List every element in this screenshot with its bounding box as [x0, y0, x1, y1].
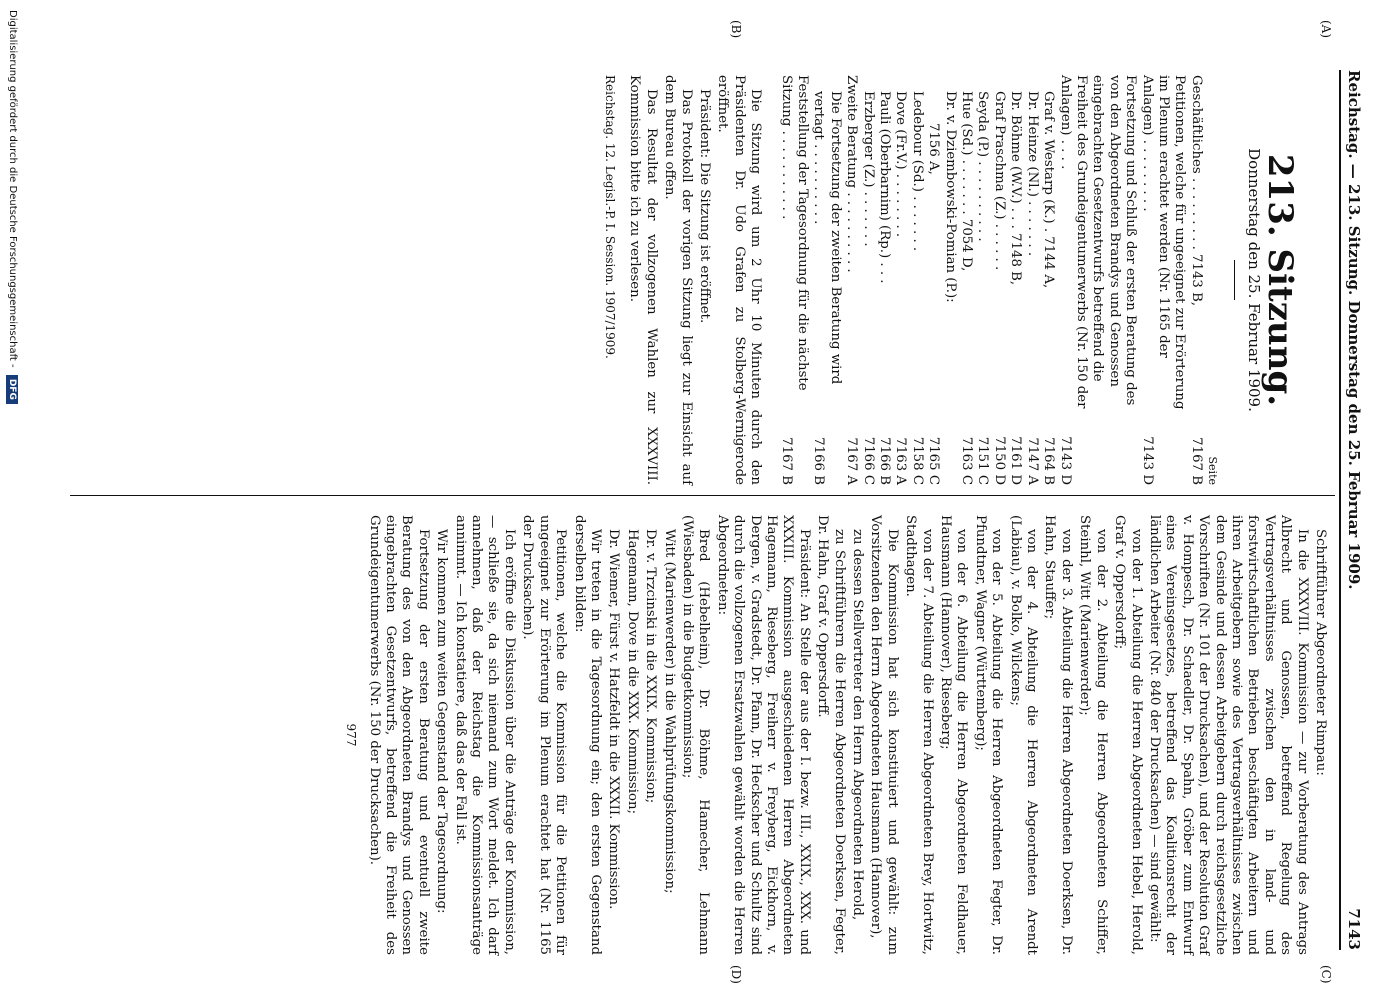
right-column: [343, 515, 1328, 955]
toc-page: 7143 D: [1057, 436, 1073, 485]
toc-entry: Dr. Böhme (W.V.) . . . 7148 B,: [1008, 91, 1024, 286]
paragraph: Dr. v. Trzcinski in die XXIX. Kommission;: [643, 529, 659, 804]
toc-page: 7165 C: [926, 436, 942, 485]
seite-label: Seite: [1206, 456, 1220, 485]
paragraph: Präsident: Die Sitzung ist eröffnet.: [697, 89, 712, 324]
paragraph: Petitionen, welche die Kommission für die Petitionen für ungeeignet zur Erörterung im Plenum erachtet hat (Nr. 1165 der Drucksachen).: [520, 515, 569, 955]
proceedings-text: [365, 515, 1328, 955]
toc-row: [843, 75, 859, 485]
paragraph: Dr. Wiemer, Fürst v. Hatzfeldt in die XXXII. Kommission.: [606, 529, 622, 910]
toc-entry: Dr. Heinze (Nl.) . . . . . . .: [1024, 91, 1040, 257]
opening-text: [626, 75, 763, 485]
toc-row: [876, 75, 892, 485]
paragraph: In die XXXVIII. Kommission — zur Vorberatung des Antrags Albrecht und Genossen, betreffend Regelung des Vertragsverhältnisses zwischen den in land- und forstwirtschaftlichen Betrieben beschäftigten Arbeitern und ihren Arbeitgebern sowie des Vertragsverhältnisses zwischen dem Gesinde und dessen Arbeitgebern durch reichsgesetzliche Vorschriften (Nr. 101 der Drucksachen), und der Resolution Graf v. Hompesch, Dr. Schaedler, Dr. Spahn, Gröber zum Entwurf eines Vereinsgesetzes, betreffend das Koalitionsrecht der ländlichen Arbeiter (Nr. 840 der Drucksachen) — sind gewählt:: [1146, 515, 1310, 955]
toc-row: [941, 75, 957, 485]
left-column: [602, 75, 1328, 485]
table-of-contents: [777, 75, 1204, 485]
paragraph: Präsident: An Stelle der aus der I. bezw. III., XXIX., XXX. und XXXIII. Kommission ausgeschiedenen Herren Abgeordneten Hagemann, Rieseberg, Freiherr v. Freyberg, Eickhorn, v. Dergen, v. Gradstedt, Dr. Pfann, Dr. Heckscher und Schultz sind durch die vollzogenen Ersatzwahlen gewählt worden die Herren Abgeordneten:: [714, 515, 812, 955]
paragraph: von der 5. Abteilung die Herren Abgeordneten Fegter, Dr. Pfundtner, Wagner (Württemberg);: [972, 515, 1005, 955]
paragraph: Bred (Hebelheim), Dr. Böhme, Hamecher, Lehmann (Wiesbaden) in die Budgetkommission;: [679, 515, 712, 955]
toc-row: [1007, 75, 1023, 485]
toc-row: [908, 75, 924, 485]
toc-entry: Dove (Fr.V.) . . . . . . . .: [893, 91, 909, 238]
toc-row: [925, 75, 941, 485]
toc-page: 7166 B: [811, 437, 827, 485]
toc-page: 7151 C: [975, 436, 991, 485]
paragraph: von der 6. Abteilung die Herren Abgeordneten Feldhauer, Hausmann (Hannover), Rieseberg;: [938, 515, 970, 955]
session-title: 213. Sitzung.: [1260, 153, 1300, 407]
toc-row: [859, 75, 875, 485]
toc-entry: Graf Praschma (Z.) . . . . . .: [991, 91, 1007, 271]
toc-page: 7166 C: [860, 436, 876, 485]
page-footer: Reichstag. 12. Legisl.-P. I. Session. 1907/1909.: [602, 75, 617, 359]
toc-entry: Erzberger (Z.) . . . . . . .: [860, 91, 876, 247]
header-left: Reichstag. — 213. Sitzung. Donnerstag den 25. Februar 1909.: [1345, 70, 1363, 590]
session-date: Donnerstag den 25. Februar 1909.: [1244, 148, 1263, 412]
toc-entry: Petitionen, welche für ungeeignet zur Erörterung im Plenum erachtet werden (Nr. 1165 der Anlagen) . . . . . . . . .: [1139, 75, 1188, 410]
paragraph: von der 1. Abteilung die Herren Abgeordneten Hebel, Herold, Graf v. Oppersdorff;: [1112, 515, 1144, 955]
paragraph: von der 2. Abteilung die Herren Abgeordneten Schiffer, Steinhl, Witt (Marienwerder);: [1077, 515, 1109, 955]
toc-entry: Pauli (Oberbarnim) (Rp.) . . .: [877, 91, 893, 284]
toc-entry: Geschäftliches . . . . . . . . . 7143 B,: [1188, 75, 1204, 307]
toc-entry: Feststellung der Tagesordnung für die nächste Sitzung . . . . . . . . . . .: [778, 75, 811, 391]
toc-entry: Hue (Sd.) . . . . . . . 7054 D,: [959, 91, 975, 272]
toc-page: 7150 D: [991, 436, 1007, 485]
paragraph: Schriftführer Abgeordneter Rimpau:: [1313, 529, 1328, 776]
marker-c: (C): [1319, 965, 1333, 984]
toc-page: 7164 B: [1041, 437, 1057, 485]
column-divider: [70, 495, 1335, 496]
toc-entry: Fortsetzung und Schluß der ersten Beratung des von den Abgeordneten Brandys und Genossen eingebrachten Gesetzentwurfs betreffend die Freiheit des Grundeigentumerwerbs (Nr. 150 der Anlagen) . . . .: [1057, 75, 1139, 409]
paragraph: Das Protokoll der vorigen Sitzung liegt zur Einsicht auf dem Bureau offen.: [662, 75, 694, 485]
toc-entry: Dr. v. Dziembowski-Pomian (P.):: [942, 91, 958, 303]
paragraph: Ich eröffne die Diskussion über die Anträge der Kommission, — schließe sie, da sich niemand zum Wort meldet. Ich darf annehmen, daß der Reichstag die Kommissionsanträge annimmt. — Ich konstatiere, daß das der Fall ist.: [452, 515, 517, 955]
toc-entry: Seyda (P.) . . . . . . . . . .: [975, 91, 991, 242]
credit-text: Digitalisierung gefördert durch die Deutsche Forschungsgemeinschaft -: [7, 10, 18, 368]
marker-a: (A): [1319, 20, 1333, 39]
toc-row: [892, 75, 908, 485]
toc-page: 7161 D: [1008, 436, 1024, 485]
paragraph: Die Kommission hat sich konstituiert und gewählt: zum Vorsitzenden den Herrn Abgeordneten Hausmann (Hannover),: [868, 515, 900, 955]
toc-entry: Die Fortsetzung der zweiten Beratung wird vertagt . . . . . . . . . .: [811, 91, 843, 385]
toc-page: 7167 B: [1188, 437, 1204, 485]
toc-page: 7166 B: [877, 437, 893, 485]
title-dash: [1234, 260, 1235, 300]
toc-row: [1138, 75, 1187, 485]
paragraph: Fortsetzung der ersten Beratung und eventuell zweite Beratung des von den Abgeordneten Brandys und Genossen eingebrachten Gesetzentwurfs, betreffend die Freiheit des Grundeigentumerwerbs (Nr. 150 der Drucksachen).: [366, 515, 431, 955]
toc-page: 7143 D: [1139, 436, 1155, 485]
paragraph: von der 7. Abteilung die Herren Abgeordneten Brey, Hortwitz, Stadthagen.: [903, 515, 935, 955]
toc-entry: Zweite Beratung . . . . . . . . . .: [844, 75, 860, 273]
paragraph: Wir treten in die Tagesordnung ein; den ersten Gegenstand derselben bilden:: [571, 515, 603, 955]
paragraph: von der 3. Abteilung die Herren Abgeordneten Doerksen, Dr. Hahn, Stauffer;: [1042, 515, 1074, 955]
paragraph: Hagemann, Dove in die XXX. Kommission;: [624, 529, 640, 815]
paragraph: Witt (Marienwerder) in die Wahlprüfungskommission;: [661, 529, 677, 894]
toc-page: 7163 C: [959, 436, 975, 485]
paragraph: zu Schriftführern die Herren Abgeordneten Doerksen, Fegter, Dr. Hahn, Graf v. Oppersdorff.: [815, 515, 847, 955]
toc-entry: Ledebour (Sd.) . . . . . . .: [909, 91, 925, 252]
paragraph: Das Resultat der vollzogenen Wahlen zur XXXVIII. Kommission bitte ich zu verlesen.: [627, 75, 659, 485]
toc-row: [1056, 75, 1138, 485]
toc-row: [974, 75, 990, 485]
digitization-credit: [6, 10, 18, 404]
toc-row: [1040, 75, 1056, 485]
toc-page: [941, 419, 957, 485]
toc-row: [777, 75, 810, 485]
toc-row: [810, 75, 843, 485]
marker-d: (D): [729, 965, 743, 984]
paragraph: zu dessen Stellvertreter den Herrn Abgeordneten Herold,: [850, 529, 866, 921]
toc-page: 7167 A: [844, 437, 860, 485]
toc-page: 7163 A: [893, 437, 909, 485]
toc-entry: 7156 A,: [926, 123, 942, 175]
marker-b: (B): [729, 20, 743, 39]
toc-page: 7158 C: [909, 436, 925, 485]
paragraph: von der 4. Abteilung die Herren Abgeordneten Arendt (Labiau), v. Bolko, Wilckens;: [1007, 515, 1040, 955]
toc-row: [991, 75, 1007, 485]
sheet-number: 977: [344, 723, 359, 747]
header-rule: [1339, 70, 1341, 950]
toc-page: 7167 B: [778, 437, 794, 485]
toc-page: 7147 A: [1024, 437, 1040, 485]
header-page-number: 7143: [1345, 908, 1363, 950]
paragraph: Wir kommen zum weiten Gegenstand der Tagesordnung:: [434, 529, 450, 914]
toc-row: [1187, 75, 1203, 485]
toc-row: [958, 75, 974, 485]
toc-row: [1023, 75, 1039, 485]
toc-entry: Graf v. Westarp (K.) . 7144 A,: [1041, 91, 1057, 289]
dfg-logo: DFG: [6, 375, 18, 404]
paragraph: Die Sitzung wird um 2 Uhr 10 Minuten durch den Präsidenten Dr. Udo Grafen zu Stolberg-Wernigerode eröffnet.: [715, 75, 764, 485]
